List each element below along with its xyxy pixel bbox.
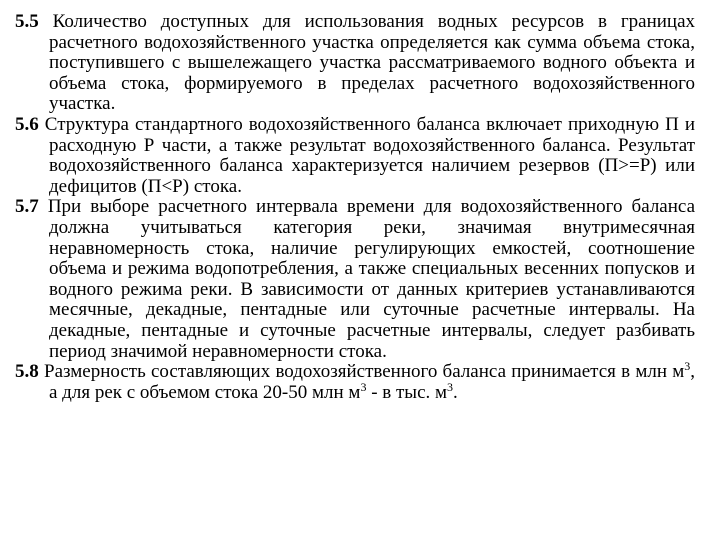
paragraph-text: - в тыс. м — [366, 381, 448, 403]
paragraph-text: Размерность составляющих водохозяйственного баланса принимается в млн м — [44, 361, 685, 383]
paragraph-5-8 — [15, 359, 696, 403]
paragraph-text: Структура стандартного водохозяйственного баланса включает приходную П и расходную Р части, а также результат водохозяйственного баланса. Результат водохозяйственного баланса характеризуется наличием резервов (П>=Р) или дефицитов (П<Р) стока. — [44, 113, 696, 197]
paragraph-text: При выборе расчетного интервала времени для водохозяйственного баланса должна учитываться категория реки, значимая внутримесячная неравномерность стока, наличие регулирующих емкостей, соотношение объема и режима водопотребления, а также специальных весенних попусков и водного режима реки. В зависимости от данных критериев устанавливаются месячные, декадные, пентадные или суточные расчетные интервалы. На декадные, пентадные и суточные расчетные интервалы, следует разбивать период значимой неравномерности стока. — [47, 196, 695, 362]
paragraph-number: 5.7 — [15, 196, 39, 218]
paragraph-text: , а для рек с объемом стока 20-50 млн м — [49, 361, 696, 403]
paragraph-number: 5.5 — [15, 11, 39, 32]
document-page — [15, 12, 695, 403]
paragraph-number: 5.6 — [15, 113, 39, 135]
paragraph-number: 5.8 — [15, 361, 39, 383]
superscript-cubed: 3 — [684, 359, 691, 374]
paragraph-text: Количество доступных для использования водных ресурсов в границах расчетного водохозяйственного участка определяется как сумма объема стока, поступившего с вышележащего участка рассматриваемого водного объекта и объема стока, формируемого в пределах расчетного водохозяйственного участка. — [49, 11, 696, 115]
paragraph-5-7 — [15, 197, 695, 362]
superscript-cubed: 3 — [360, 379, 367, 394]
superscript-cubed: 3 — [447, 379, 454, 394]
paragraph-text: . — [453, 381, 458, 403]
paragraph-5-5 — [15, 12, 695, 115]
paragraph-5-6 — [15, 115, 695, 197]
